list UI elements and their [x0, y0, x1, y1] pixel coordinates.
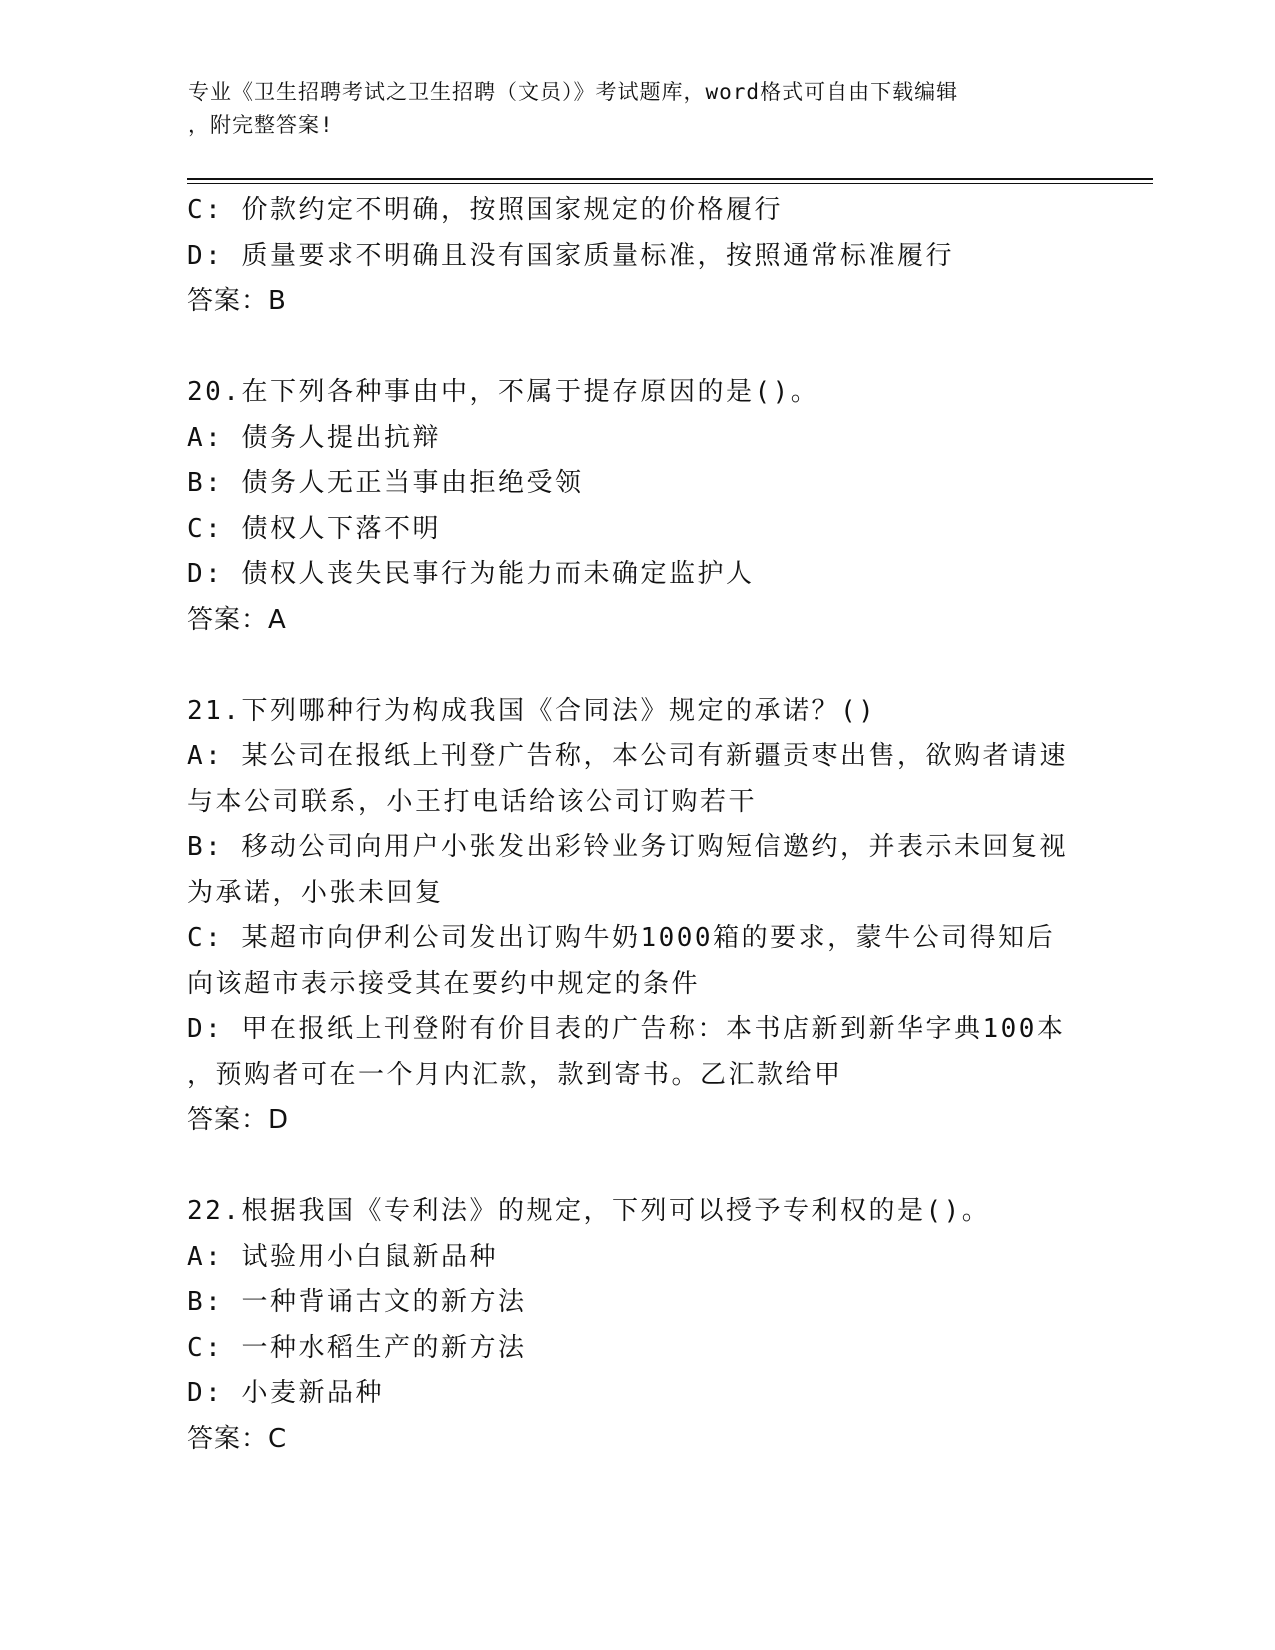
header-divider-thick	[187, 178, 1153, 180]
answer-line: 答案：D	[187, 1105, 290, 1135]
option-a-continued: 与本公司联系，小王打电话给该公司订购若干	[187, 786, 758, 817]
question-stem: 22.根据我国《专利法》的规定，下列可以授予专利权的是()。	[187, 1196, 991, 1226]
option-c: C: 某超市向伊利公司发出订购牛奶1000箱的要求，蒙牛公司得知后	[187, 923, 1056, 953]
question-21	[187, 689, 1077, 1144]
option-b-continued: 为承诺，小张未回复	[187, 877, 444, 908]
option-c-continued: 向该超市表示接受其在要约中规定的条件	[187, 968, 701, 999]
spacer	[187, 1144, 1077, 1190]
option-d: D: 小麦新品种	[187, 1378, 384, 1408]
spacer	[187, 643, 1077, 689]
header-line-2: ，附完整答案!	[188, 113, 334, 137]
header-line-1: 专业《卫生招聘考试之卫生招聘（文员）》考试题库，word格式可自由下载编辑	[188, 80, 959, 104]
option-b: B: 一种背诵古文的新方法	[187, 1287, 527, 1317]
option-a: A: 某公司在报纸上刊登广告称，本公司有新疆贡枣出售，欲购者请速	[187, 741, 1068, 771]
option-d: D: 债权人丧失民事行为能力而未确定监护人	[187, 559, 755, 589]
question-content	[187, 188, 1077, 1462]
option-d: D: 质量要求不明确且没有国家质量标准，按照通常标准履行	[187, 240, 954, 271]
option-c: C: 价款约定不明确，按照国家规定的价格履行	[187, 195, 783, 225]
document-header	[188, 76, 1068, 142]
previous-question-tail	[187, 188, 1077, 325]
option-a: A: 试验用小白鼠新品种	[187, 1241, 498, 1272]
option-c: C: 债权人下落不明	[187, 513, 441, 544]
option-a: A: 债务人提出抗辩	[187, 422, 441, 453]
option-c: C: 一种水稻生产的新方法	[187, 1332, 527, 1363]
question-20	[187, 370, 1077, 643]
option-d: D: 甲在报纸上刊登附有价目表的广告称：本书店新到新华字典100本	[187, 1014, 1066, 1044]
option-b: B: 移动公司向用户小张发出彩铃业务订购短信邀约，并表示未回复视	[187, 832, 1068, 862]
option-d-continued: ，预购者可在一个月内汇款，款到寄书。乙汇款给甲	[187, 1059, 843, 1090]
answer-line: 答案：B	[187, 286, 287, 316]
question-stem: 20.在下列各种事由中，不属于提存原因的是()。	[187, 377, 820, 407]
option-b: B: 债务人无正当事由拒绝受领	[187, 468, 584, 498]
answer-line: 答案：C	[187, 1423, 288, 1454]
question-22	[187, 1189, 1077, 1462]
header-divider-thin	[187, 183, 1153, 184]
answer-line: 答案：A	[187, 604, 287, 635]
question-stem: 21.下列哪种行为构成我国《合同法》规定的承诺？()	[187, 695, 877, 726]
spacer	[187, 325, 1077, 371]
